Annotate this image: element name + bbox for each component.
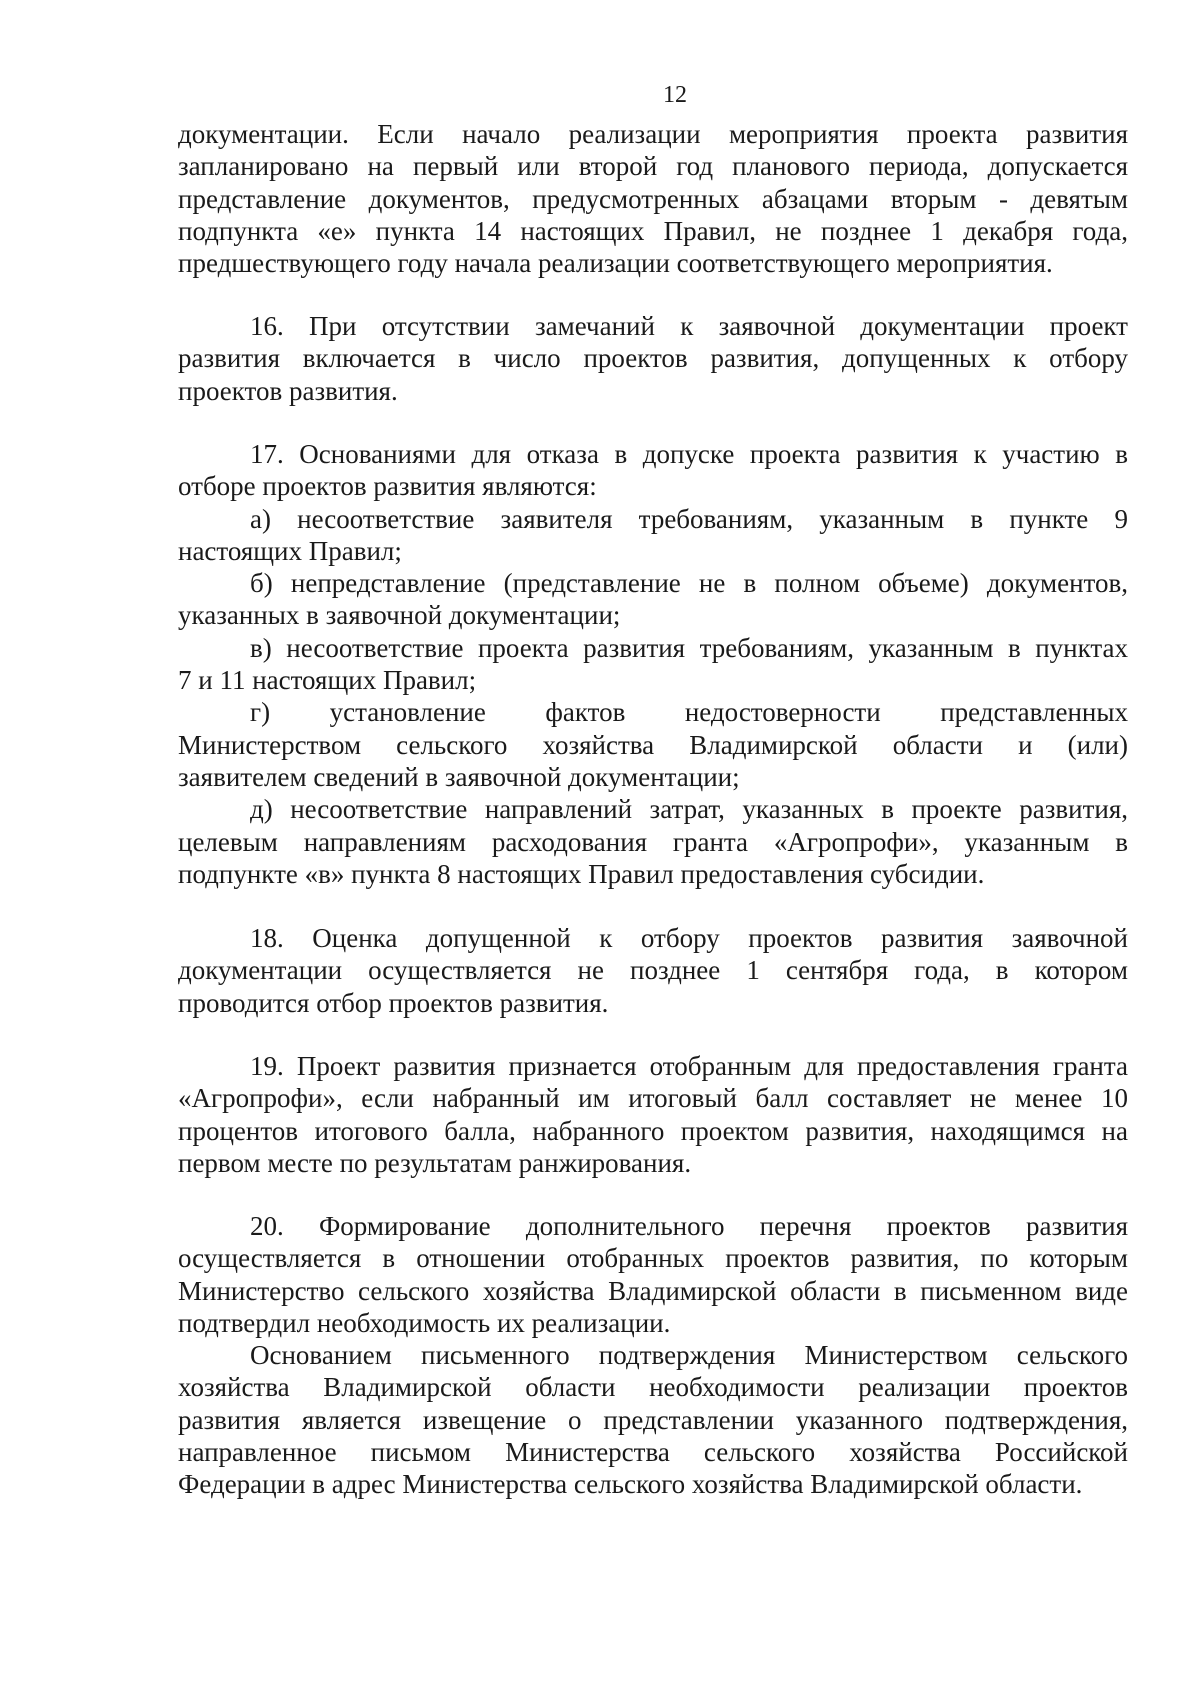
- paragraph-20: [178, 1210, 1128, 1501]
- text-line: направленное письмом Министерства сельского хозяйства Российской: [178, 1437, 1128, 1468]
- text-line: Министерством сельского хозяйства Владимирской области и (или): [178, 729, 1128, 760]
- text-line: проектов развития.: [178, 375, 398, 406]
- text-line: Министерство сельского хозяйства Владимирской области в письменном виде: [178, 1275, 1128, 1306]
- text-line: 18. Оценка допущенной к отбору проектов развития заявочной: [250, 923, 1128, 953]
- text-line: Федерации в адрес Министерства сельского хозяйства Владимирской области.: [178, 1469, 1083, 1500]
- text-line: Основанием письменного подтверждения Министерством сельского: [250, 1340, 1128, 1371]
- text-line: предшествующего году начала реализации соответствующего мероприятия.: [178, 248, 1053, 279]
- text-line: документации осуществляется не позднее 1 сентября года, в котором: [178, 955, 1128, 986]
- text-line: развития является извещение о представлении указанного подтверждения,: [178, 1404, 1128, 1435]
- text-line: «Агропрофи», если набранный им итоговый балл составляет не менее 10: [178, 1083, 1128, 1114]
- text-line: запланировано на первый или второй год планового периода, допускается: [178, 151, 1128, 182]
- text-line: процентов итогового балла, набранного проектом развития, находящимся на: [178, 1115, 1128, 1146]
- text-line: а) несоответствие заявителя требованиям, указанным в пункте 9: [250, 503, 1128, 534]
- text-line: представление документов, предусмотренных абзацами вторым - девятым: [178, 183, 1128, 214]
- text-line: 19. Проект развития признается отобранным для предоставления гранта: [250, 1051, 1128, 1081]
- text-line: 20. Формирование дополнительного перечня проектов развития: [250, 1211, 1128, 1241]
- text-line: указанных в заявочной документации;: [178, 600, 621, 631]
- text-line: д) несоответствие направлений затрат, указанных в проекте развития,: [250, 794, 1128, 825]
- paragraph-16: [178, 310, 1128, 407]
- page-number: 12: [663, 82, 687, 108]
- text-line: хозяйства Владимирской области необходимости реализации проектов: [178, 1372, 1128, 1403]
- text-line: 16. При отсутствии замечаний к заявочной документации проект: [250, 311, 1128, 341]
- paragraph-19: [178, 1050, 1128, 1179]
- paragraph-17: [178, 438, 1128, 890]
- text-line: подтвердил необходимость их реализации.: [178, 1307, 671, 1338]
- text-line: подпункте «в» пункта 8 настоящих Правил предоставления субсидии.: [178, 858, 985, 889]
- paragraph-18: [178, 922, 1128, 1019]
- text-line: документации. Если начало реализации мероприятия проекта развития: [178, 119, 1128, 149]
- text-line: отборе проектов развития являются:: [178, 471, 597, 502]
- text-line: первом месте по результатам ранжирования.: [178, 1147, 692, 1178]
- text-line: развития включается в число проектов развития, допущенных к отбору: [178, 343, 1128, 374]
- paragraph-continuation: [178, 118, 1128, 279]
- text-line: проводится отбор проектов развития.: [178, 987, 609, 1018]
- text-line: подпункта «е» пункта 14 настоящих Правил, не позднее 1 декабря года,: [178, 215, 1128, 246]
- text-line: заявителем сведений в заявочной документации;: [178, 761, 740, 792]
- text-line: 7 и 11 настоящих Правил;: [178, 665, 477, 696]
- text-line: б) непредставление (представление не в полном объеме) документов,: [250, 568, 1128, 599]
- text-line: г) установление фактов недостоверности представленных: [250, 697, 1128, 728]
- text-line: настоящих Правил;: [178, 535, 402, 566]
- text-line: целевым направлениям расходования гранта «Агропрофи», указанным в: [178, 826, 1128, 857]
- text-line: 17. Основаниями для отказа в допуске проекта развития к участию в: [250, 439, 1128, 469]
- text-line: в) несоответствие проекта развития требованиям, указанным в пунктах: [250, 632, 1128, 663]
- text-line: осуществляется в отношении отобранных проектов развития, по которым: [178, 1243, 1128, 1274]
